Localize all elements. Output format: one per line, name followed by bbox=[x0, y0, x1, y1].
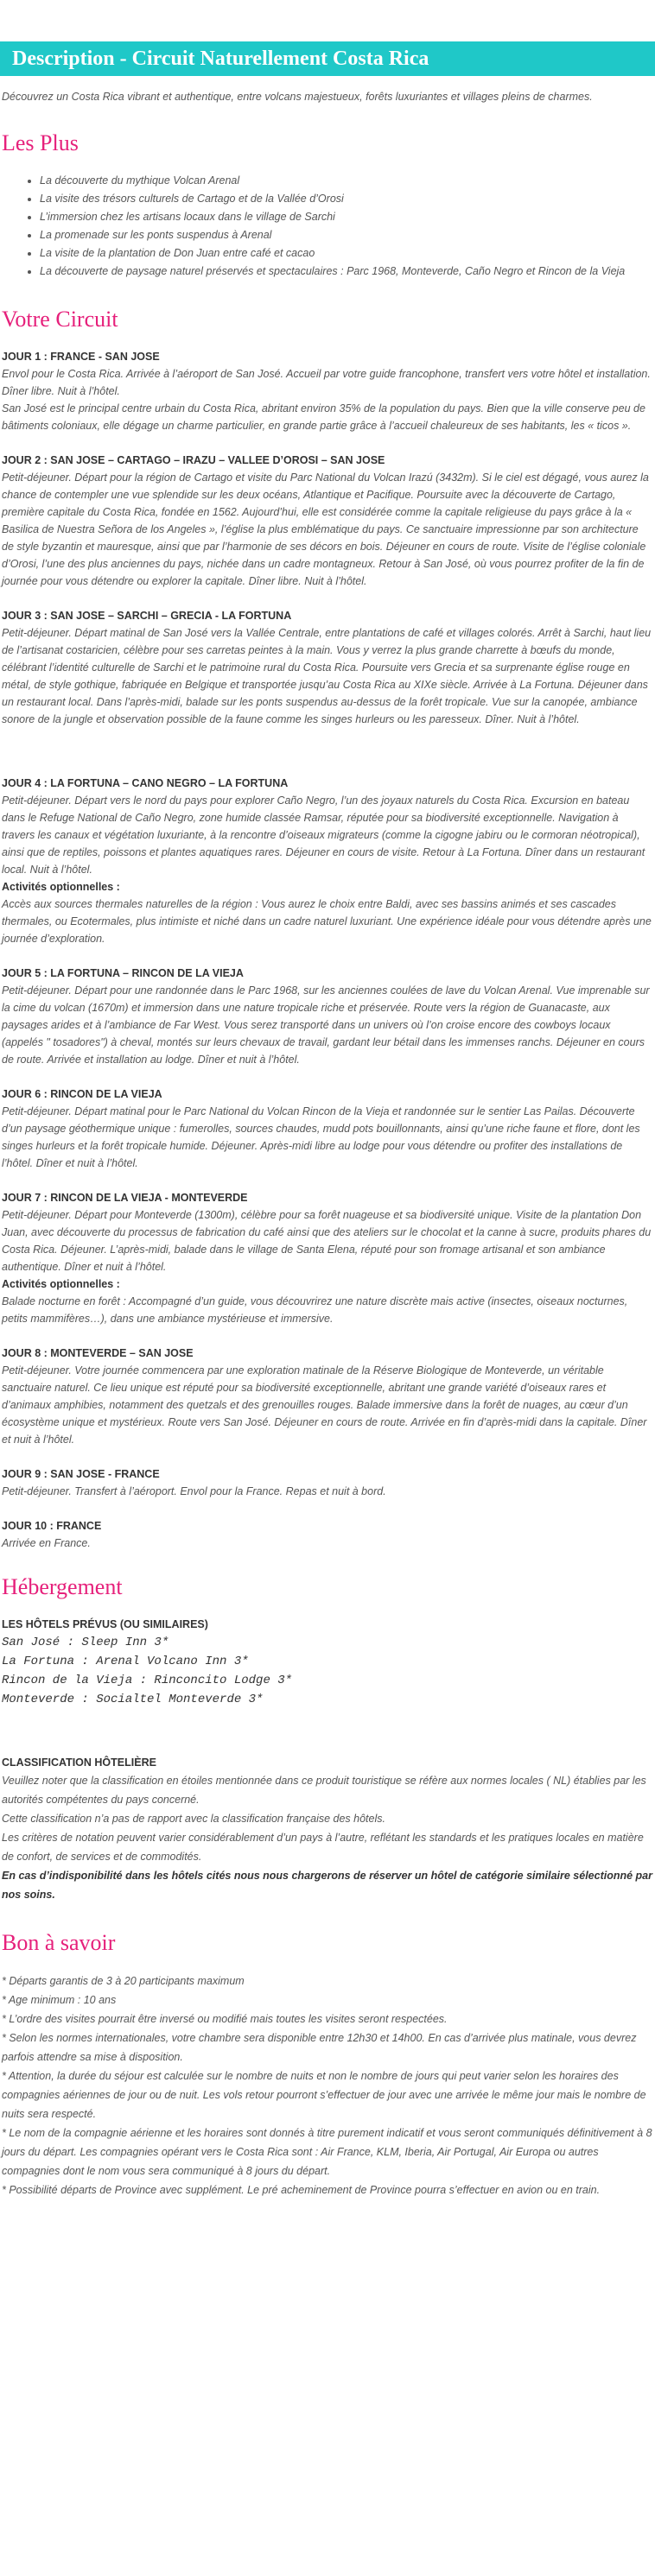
day-title: JOUR 4 : LA FORTUNA – CANO NEGRO – LA FORTUNA bbox=[2, 777, 289, 789]
itinerary-day bbox=[2, 607, 653, 728]
day-description: Petit-déjeuner. Départ pour une randonnée dans le Parc 1968, sur les anciennes coulées de lave du Volcan Arenal. Vue imprenable sur la cime du volcan (1670m) et immersion dans une nature tropicale riche et préservée. Route vers la région de Guanacaste, aux paysages arides et à l’ambiance de Far West. Vous serez transporté dans un univers où l’on croise encore des cowboys locaux (appelés " tosadores") à cheval, montés sur leurs chevaux de travail, gardant leur bétail dans les immenses ranchs. Déjeuner en cours de route. Arrivée et installation au lodge. Dîner et nuit à l’hôtel. bbox=[2, 984, 650, 1066]
itinerary-day bbox=[2, 1345, 653, 1448]
section-title-les-plus: Les Plus bbox=[2, 130, 79, 155]
day-description: Petit-déjeuner. Votre journée commencera par une exploration matinale de la Réserve Biologique de Monteverde, un véritable sanctuaire naturel. Ce lieu unique est réputé pour sa biodiversité exceptionnelle, abritant une grande variété d’oiseaux rares et d’animaux amphibies, notamment des quetzals et des grenouilles rouges. Balade immersive dans la forêt de nuages, au cœur d’un écosystème unique et mystérieux. Route vers San José. Déjeuner en cours de route. Arrivée en fin d’après-midi dans la capitale. Dîner et nuit à l’hôtel. bbox=[2, 1364, 647, 1446]
note-item: * Le nom de la compagnie aérienne et les horaires sont donnés à titre purement indicatif et vous seront communiqués définitivement à 8 jours du départ. Les compagnies opérant vers le Costa Rica sont : Air France, KLM, Iberia, Air Portugal, Air Europa ou autres compagnies dont le nom vous sera communiqué à 8 jours du départ. bbox=[2, 2127, 652, 2177]
optional-activities-text: Balade nocturne en forêt : Accompagné d’un guide, vous découvrirez une nature discrète mais active (insectes, oiseaux nocturnes, petits mammifères…), dans une ambiance mystérieuse et immersive. bbox=[2, 1295, 628, 1325]
bon-a-savoir-list bbox=[2, 1972, 653, 2199]
note-item: * Possibilité départs de Province avec supplément. Le pré acheminement de Province pourra s’effectuer en avion ou en train. bbox=[2, 2184, 601, 2196]
classification-text bbox=[2, 1771, 653, 1866]
list-item: • La visite de la plantation de Don Juan entre café et cacao bbox=[40, 244, 653, 263]
itinerary-day bbox=[2, 1085, 653, 1172]
list-item: • La visite des trésors culturels de Cartago et de la Vallée d’Orosi bbox=[40, 190, 653, 208]
page bbox=[0, 41, 655, 2225]
intro-text: Découvrez un Costa Rica vibrant et authentique, entre volcans majestueux, forêts luxuriantes et villages pleins de charmes. bbox=[2, 91, 593, 103]
day-description: Petit-déjeuner. Départ matinal pour le Parc National du Volcan Rincon de la Vieja et randonnée sur le sentier Las Pailas. Découverte d’un paysage géothermique unique : fumerolles, sources chaudes, mudd pots bouillonnants, ainsi qu’une riche faune et flore, dont les singes hurleurs et la forêt tropicale humide. Déjeuner. Après-midi libre au lodge pour vous détendre ou profiter des installations de l’hôtel. Dîner et nuit à l’hôtel. bbox=[2, 1105, 640, 1169]
day-title: JOUR 9 : SAN JOSE - FRANCE bbox=[2, 1468, 160, 1480]
day-description: Arrivée en France. bbox=[2, 1537, 91, 1549]
day-title: JOUR 6 : RINCON DE LA VIEJA bbox=[2, 1088, 162, 1100]
itinerary-day bbox=[2, 1189, 653, 1327]
optional-activities-label: Activités optionnelles : bbox=[2, 1278, 120, 1290]
hotel-item: Rincon de la Vieja : Rinconcito Lodge 3* bbox=[2, 1674, 293, 1687]
day-title: JOUR 5 : LA FORTUNA – RINCON DE LA VIEJA bbox=[2, 967, 244, 979]
hotels-heading: LES HÔTELS PRÉVUS (OU SIMILAIRES) bbox=[2, 1618, 208, 1630]
hotel-item: Monteverde : Socialtel Monteverde 3* bbox=[2, 1693, 264, 1706]
day-description: Petit-déjeuner. Transfert à l’aéroport. Envol pour la France. Repas et nuit à bord. bbox=[2, 1485, 386, 1497]
itinerary-day bbox=[2, 452, 653, 590]
note-item: * L’ordre des visites pourrait être inversé ou modifié mais toutes les visites seront respectées. bbox=[2, 2013, 448, 2025]
day-description: San José est le principal centre urbain du Costa Rica, abritant environ 35% de la population du pays. Bien que la ville conserve peu de bâtiments coloniaux, elle dégage un charme particulier, en grande partie grâce à l’accueil chaleureux de ses habitants, les « ticos ». bbox=[2, 402, 645, 432]
day-title: JOUR 1 : FRANCE - SAN JOSE bbox=[2, 351, 160, 363]
classification-paragraph: Cette classification n’a pas de rapport avec la classification française des hôtels. bbox=[2, 1813, 385, 1825]
section-title-circuit: Votre Circuit bbox=[2, 307, 118, 332]
list-item: • La découverte de paysage naturel préservés et spectaculaires : Parc 1968, Monteverde, Caño Negro et Rincon de la Vieja bbox=[40, 263, 653, 281]
list-item: • La promenade sur les ponts suspendus à Arenal bbox=[40, 226, 653, 244]
list-item: • L’immersion chez les artisans locaux dans le village de Sarchi bbox=[40, 208, 653, 226]
itinerary-day bbox=[2, 1517, 653, 1552]
day-title: JOUR 3 : SAN JOSE – SARCHI – GRECIA - LA FORTUNA bbox=[2, 610, 292, 622]
note-item: * Selon les normes internationales, votre chambre sera disponible entre 12h30 et 14h00. En cas d’arrivée plus matinale, vous devrez parfois attendre sa mise à disposition. bbox=[2, 2032, 637, 2063]
day-description: Petit-déjeuner. Départ pour Monteverde (1300m), célèbre pour sa forêt nuageuse et sa biodiversité unique. Visite de la plantation Don Juan, avec découverte du processus de fabrication du café ainsi que des ateliers sur le chocolat et la canne à sucre, produits phares du Costa Rica. Déjeuner. L’après-midi, balade dans le village de Santa Elena, réputé pour son fromage artisanal et son ambiance authentique. Dîner et nuit à l’hôtel. bbox=[2, 1209, 652, 1273]
classification-block bbox=[2, 1754, 653, 1904]
itinerary-day bbox=[2, 1465, 653, 1500]
note-item: * Départs garantis de 3 à 20 participants maximum bbox=[2, 1975, 245, 1987]
day-description: Petit-déjeuner. Départ pour la région de Cartago et visite du Parc National du Volcan Irazú (3432m). Si le ciel est dégagé, vous aurez la chance de contempler une vue splendide sur les deux océans, Atlantique et Pacifique. Poursuite avec la découverte de Cartago, première capitale du Costa Rica, fondée en 1562. Aujourd’hui, elle est considérée comme la capitale religieuse du pays grâce à la « Basilica de Nuestra Señora de los Angeles », l’église la plus emblématique du pays. Ce sanctuaire impressionne par son architecture de style byzantin et mauresque, ainsi que par l’harmonie de ses décors en bois. Déjeuner en cours de route. Visite de l’église coloniale d’Orosi, l’une des plus anciennes du pays, nichée dans un cadre montagneux. Retour à San José, où vous pourrez profiter de la fin de journée pour vous détendre ou explorer la capitale. Dîner libre. Nuit à l’hôtel. bbox=[2, 472, 649, 587]
day-title: JOUR 8 : MONTEVERDE – SAN JOSE bbox=[2, 1347, 194, 1359]
classification-heading: CLASSIFICATION HÔTELIÈRE bbox=[2, 1756, 156, 1769]
day-description: Petit-déjeuner. Départ vers le nord du pays pour explorer Caño Negro, l’un des joyaux naturels du Costa Rica. Excursion en bateau dans le Refuge National de Caño Negro, zone humide classée Ramsar, réputée pour sa biodiversité exceptionnelle. Navigation à travers les canaux et végétation luxuriante, à la rencontre d’oiseaux migrateurs (comme la cigogne jabiru ou le cormoran néotropical), ainsi que de reptiles, poissons et plantes aquatiques rares. Déjeuner en cours de visite. Retour à La Fortuna. Dîner dans un restaurant local. Nuit à l’hôtel. bbox=[2, 794, 645, 876]
content bbox=[0, 86, 655, 2199]
day-title: JOUR 10 : FRANCE bbox=[2, 1520, 102, 1532]
itinerary bbox=[2, 348, 653, 1552]
hotel-item: San José : Sleep Inn 3* bbox=[2, 1636, 169, 1649]
day-description: Envol pour le Costa Rica. Arrivée à l’aéroport de San José. Accueil par votre guide francophone, transfert vers votre hôtel et installation. Dîner libre. Nuit à l’hôtel. bbox=[2, 368, 651, 397]
itinerary-day bbox=[2, 965, 653, 1068]
hotel-item: La Fortuna : Arenal Volcano Inn 3* bbox=[2, 1655, 249, 1668]
list-item: • La découverte du mythique Volcan Arenal bbox=[40, 172, 653, 190]
day-description: Petit-déjeuner. Départ matinal de San José vers la Vallée Centrale, entre plantations de café et villages colorés. Arrêt à Sarchi, haut lieu de l’artisanat costaricien, célèbre pour ses carretas peintes à la main. Vous y verrez la plus grande charrette à bœufs du monde, célébrant l’identité culturelle de Sarchi et le patrimoine rural du Costa Rica. Poursuite vers Grecia et sa surprenante église rouge en métal, de style gothique, fabriquée en Belgique et transportée jusqu’au Costa Rica au XIXe siècle. Arrivée à La Fortuna. Déjeuner dans un restaurant local. Dans l’après-midi, balade sur les ponts suspendus au-dessus de la forêt tropicale. Vue sur la canopée, ambiance sonore de la jungle et observation possible de la faune comme les singes hurleurs ou les paresseux. Dîner. Nuit à l’hôtel. bbox=[2, 627, 652, 725]
optional-activities-text: Accès aux sources thermales naturelles de la région : Vous aurez le choix entre Baldi, avec ses bassins animés et ses cascades thermales, ou Ecotermales, plus intimiste et niché dans un cadre naturel luxuriant. Une expérience idéale pour vous détendre après une journée d’exploration. bbox=[2, 898, 652, 945]
hotels-list bbox=[2, 1633, 653, 1709]
itinerary-day bbox=[2, 348, 653, 434]
page-title-banner: Description - Circuit Naturellement Costa Rica bbox=[0, 41, 655, 76]
les-plus-list bbox=[2, 172, 653, 281]
classification-paragraph: Les critères de notation peuvent varier considérablement d’un pays à l’autre, reflétant les standards et les pratiques locales en matière de confort, de services et de commodités. bbox=[2, 1832, 644, 1863]
classification-paragraph: Veuillez noter que la classification en étoiles mentionnée dans ce produit touristique se réfère aux normes locales ( NL) établies par les autorités compétentes du pays concerné. bbox=[2, 1775, 646, 1806]
note-item: * Attention, la durée du séjour est calculée sur le nombre de nuits et non le nombre de jours qui peut varier selon les horaires des compagnies aériennes de jour ou de nuit. Les vols retour pourront s’effectuer de jour avec une arrivée le même jour mais le nombre de nuits sera respecté. bbox=[2, 2070, 646, 2120]
day-title: JOUR 7 : RINCON DE LA VIEJA - MONTEVERDE bbox=[2, 1192, 248, 1204]
day-title: JOUR 2 : SAN JOSE – CARTAGO – IRAZU – VALLEE D’OROSI – SAN JOSE bbox=[2, 454, 385, 466]
section-title-hebergement: Hébergement bbox=[2, 1574, 123, 1599]
optional-activities-label: Activités optionnelles : bbox=[2, 881, 120, 893]
classification-note: En cas d’indisponibilité dans les hôtels cités nous nous chargerons de réserver un hôtel de catégorie similaire sélectionné par nos soins. bbox=[2, 1870, 653, 1901]
itinerary-day bbox=[2, 775, 653, 947]
note-item: * Age minimum : 10 ans bbox=[2, 1994, 117, 2006]
spacer bbox=[2, 745, 653, 775]
section-title-bon-a-savoir: Bon à savoir bbox=[2, 1930, 116, 1955]
